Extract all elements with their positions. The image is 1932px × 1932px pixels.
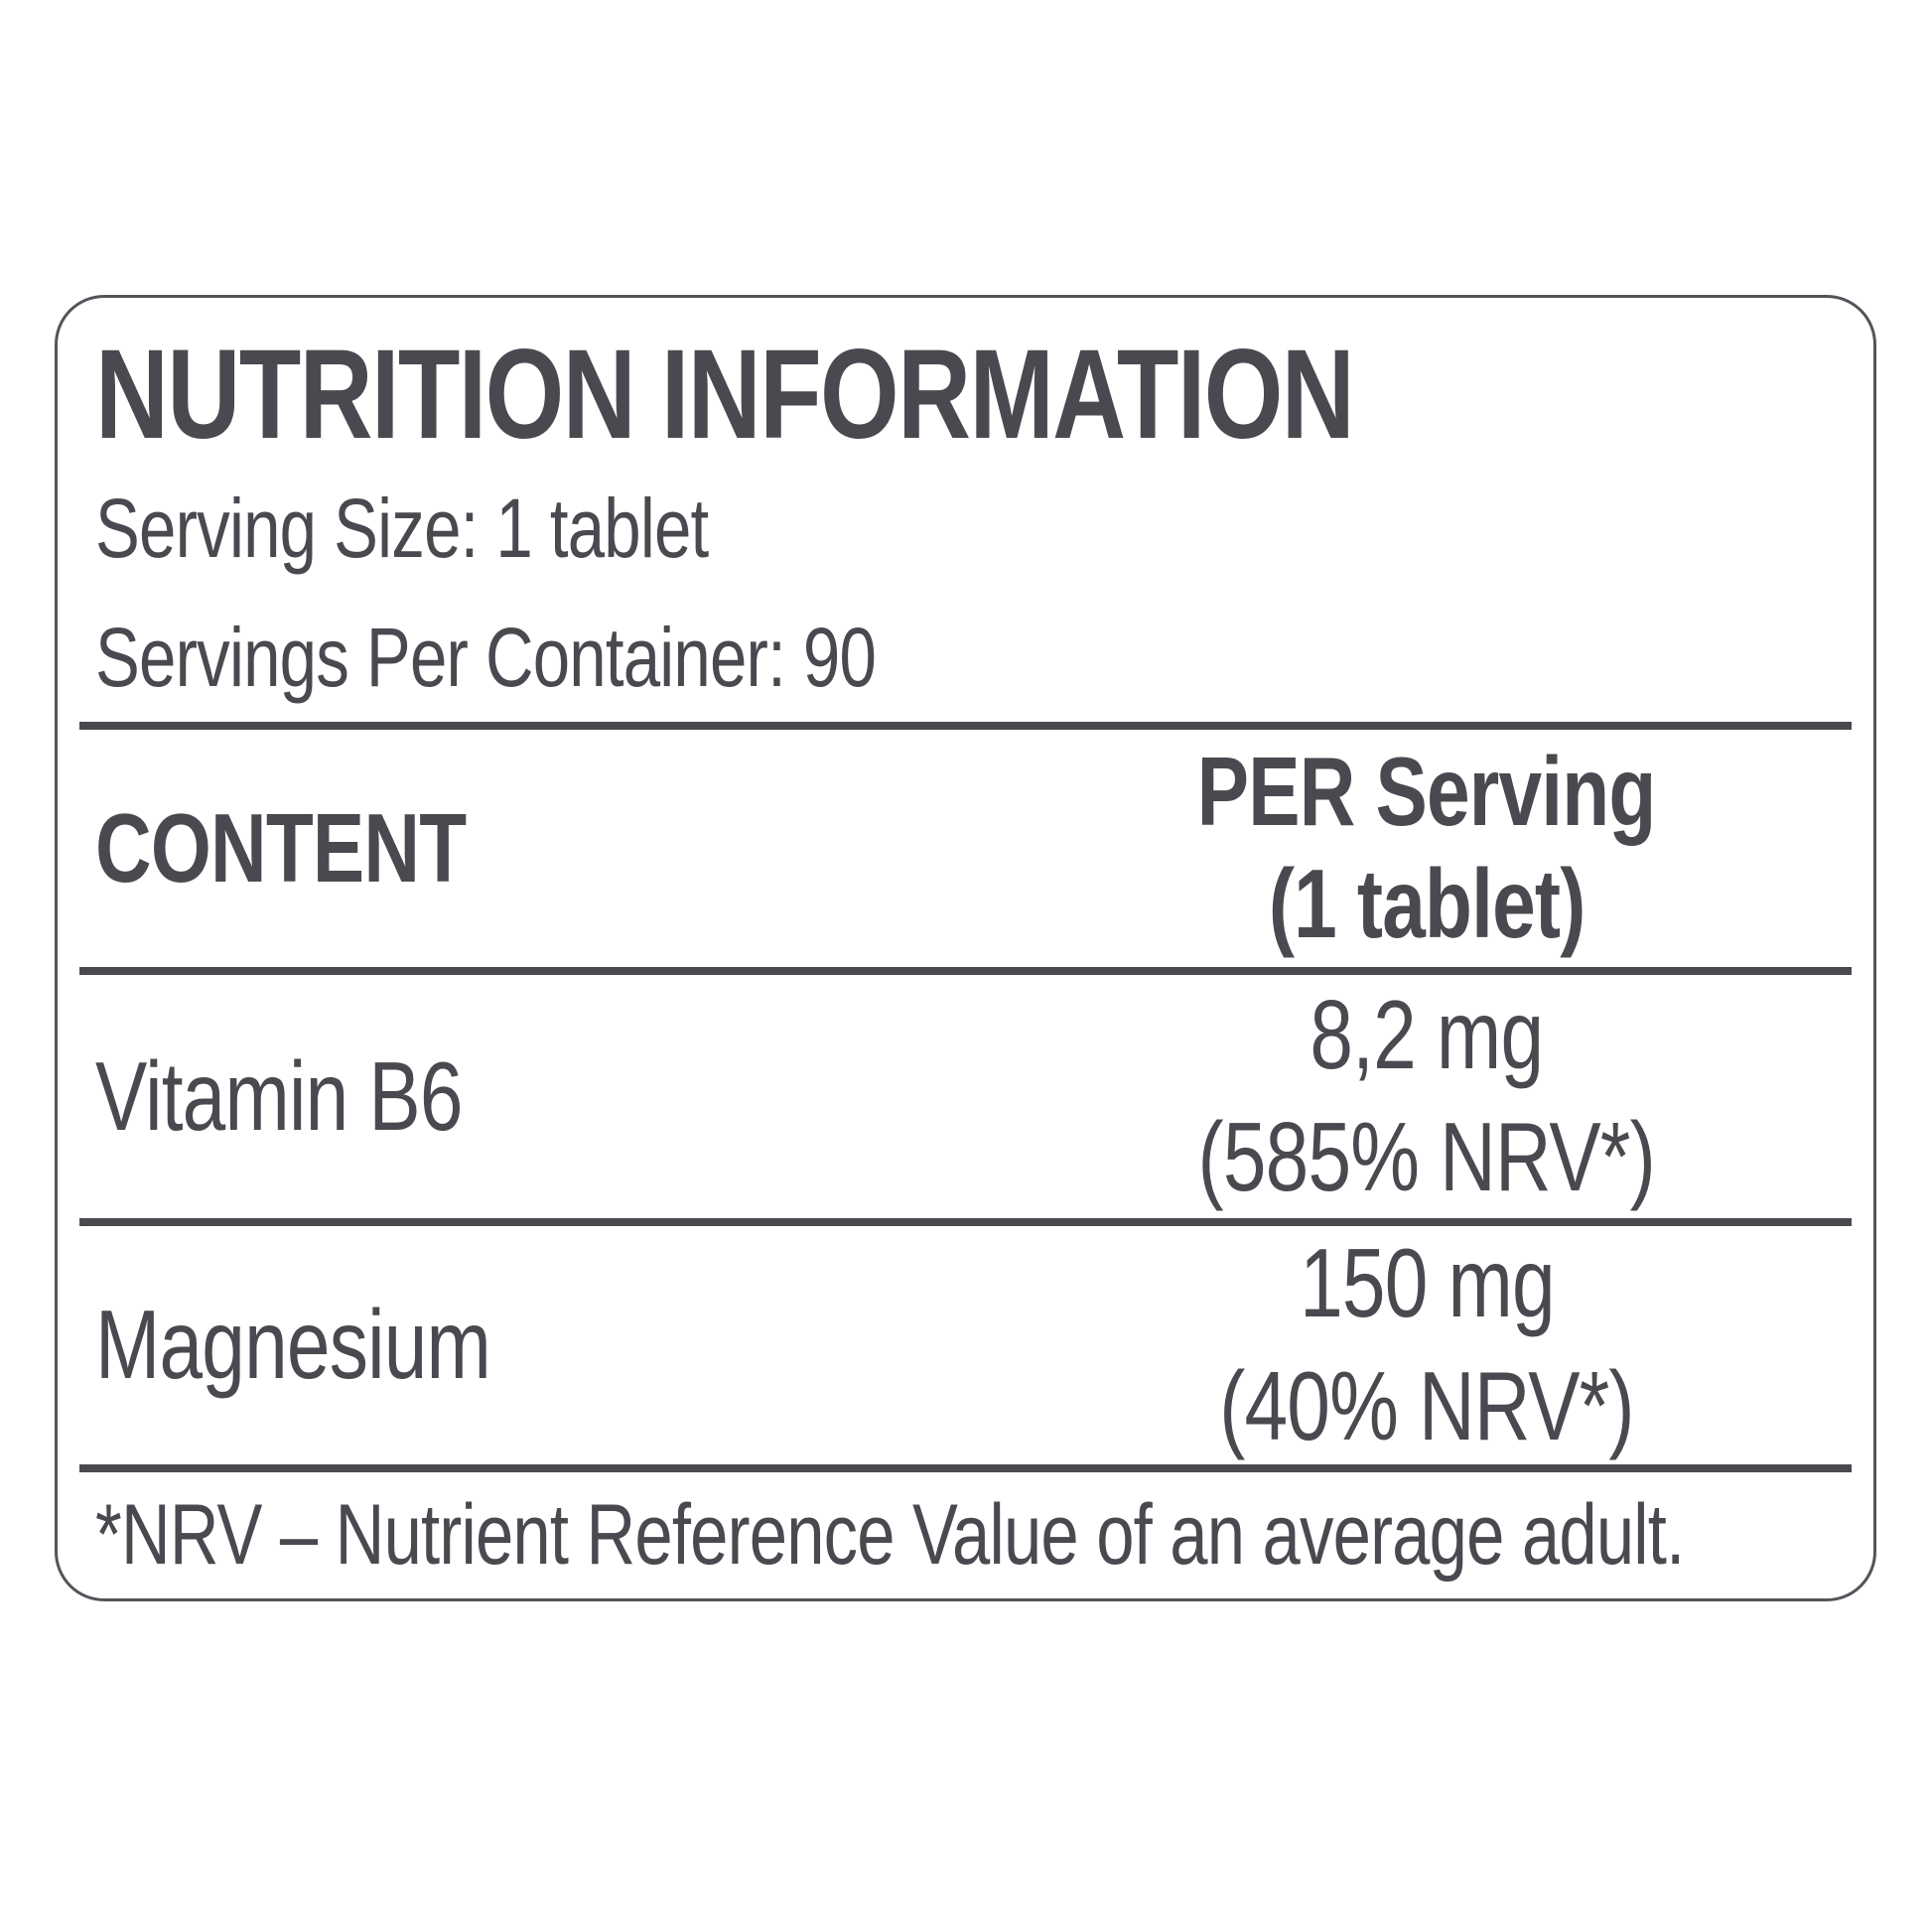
servings-per-container-line (95, 593, 1836, 722)
per-serving-header-line2: (1 tablet) (1268, 849, 1586, 959)
serving-size-text: Serving Size: 1 tablet (95, 481, 709, 575)
nutrient-nrv: (40% NRV*) (1219, 1350, 1634, 1460)
table-header-row (58, 730, 1873, 967)
nutrient-amount: 8,2 mg (1310, 979, 1544, 1089)
divider-top (79, 722, 1852, 730)
content-header-cell (58, 792, 980, 905)
nutrient-name-cell (58, 1035, 980, 1158)
servings-per-container-text: Servings Per Container: 90 (95, 610, 877, 704)
per-serving-header-line1: PER Serving (1197, 736, 1656, 846)
nutrient-name-cell (58, 1284, 980, 1406)
nutrient-amount: 150 mg (1299, 1228, 1555, 1338)
footnote-row (58, 1472, 1873, 1598)
nutrient-value-cell (980, 1222, 1873, 1467)
table-row (58, 975, 1873, 1218)
footnote (95, 1486, 1932, 1585)
label-header-section (58, 298, 1873, 722)
serving-size-line (95, 464, 1836, 593)
table-row (58, 1226, 1873, 1464)
per-serving-header-cell (980, 736, 1873, 961)
nutrient-nrv: (585% NRV*) (1197, 1102, 1656, 1212)
nutrition-label (55, 295, 1876, 1601)
nutrient-value-cell (980, 974, 1873, 1219)
footnote-text: *NRV – Nutrient Reference Value of an average adult. (95, 1486, 1685, 1583)
label-title (95, 324, 1836, 466)
nutrient-name: Vitamin B6 (95, 1040, 463, 1151)
nutrient-name: Magnesium (95, 1290, 491, 1400)
label-title-text: NUTRITION INFORMATION (95, 324, 1354, 466)
content-header-text: CONTENT (95, 792, 467, 902)
